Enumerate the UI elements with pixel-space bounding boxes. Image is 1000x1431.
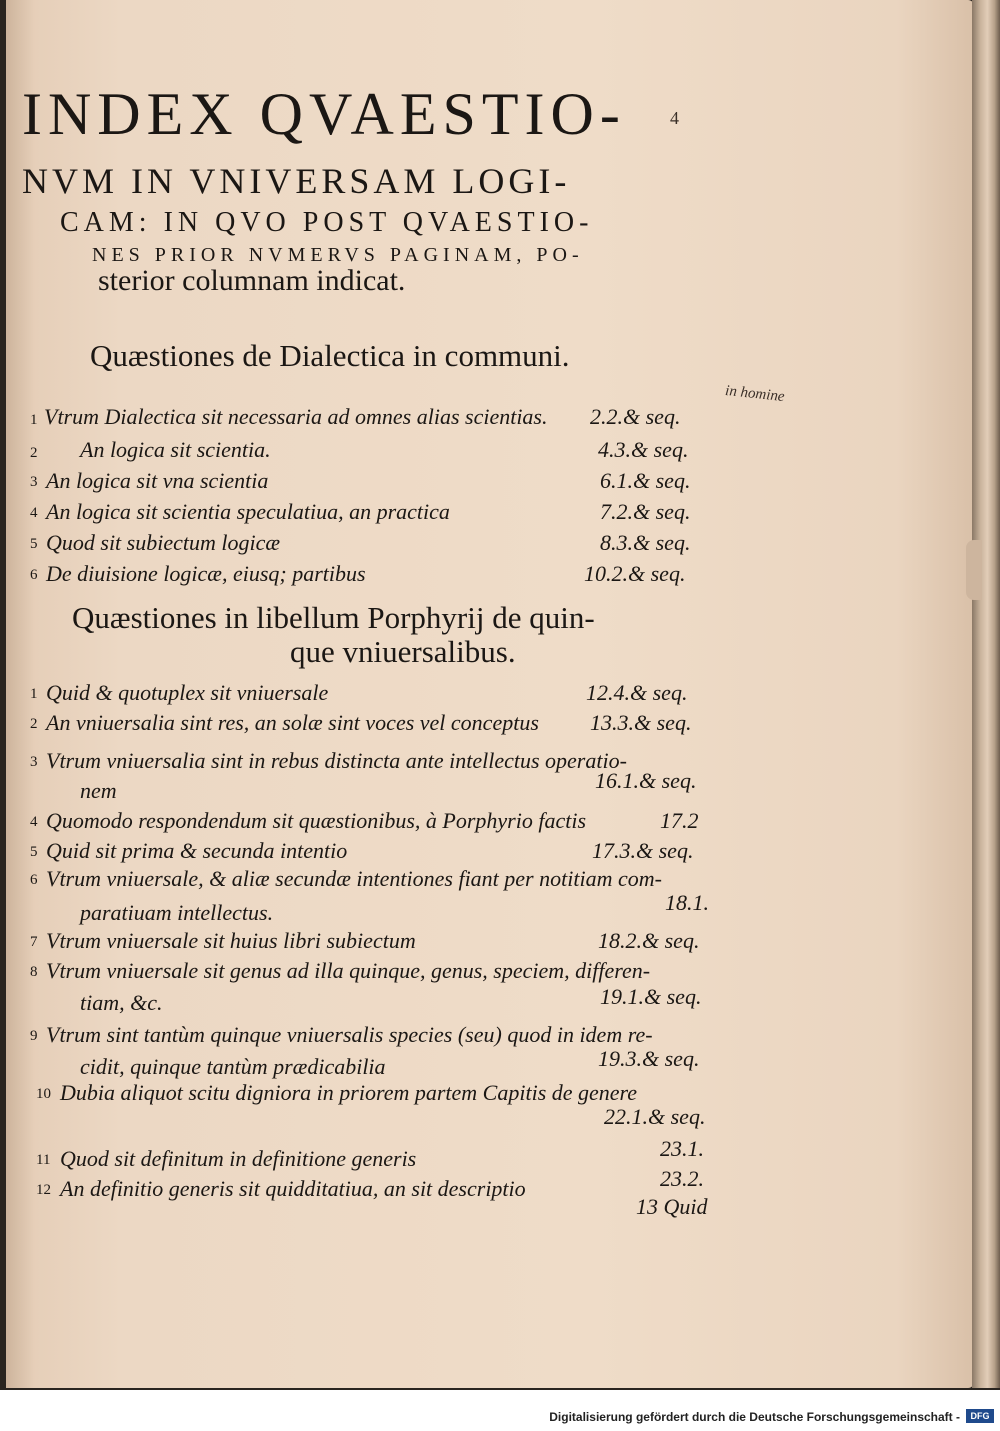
item-number: 6	[30, 872, 38, 888]
handwritten-margin-note: in homine	[724, 382, 786, 406]
item-number: 5	[30, 536, 38, 552]
page-edge	[972, 0, 1000, 1388]
item-number: 2	[30, 716, 38, 732]
item-text: An logica sit scientia.	[80, 437, 271, 462]
item-number: 3	[30, 754, 38, 770]
item-number: 1	[30, 686, 38, 702]
item-number: 9	[30, 1028, 38, 1044]
item-number: 4	[30, 814, 38, 830]
item-number: 12	[36, 1182, 51, 1198]
item-reference: 19.1.& seq.	[600, 984, 702, 1009]
item-reference: 23.1.	[660, 1136, 704, 1161]
item-text: Vtrum vniuersale, & aliæ secundæ intentiones fiant per notitiam com-	[46, 866, 662, 891]
section2-heading-line-2: que vniuersalibus.	[290, 634, 516, 669]
item-text: Vtrum vniuersale sit genus ad illa quinque, genus, speciem, differen-	[46, 958, 651, 983]
section1-heading: Quæstiones de Dialectica in communi.	[90, 338, 570, 373]
item-reference: 18.2.& seq.	[598, 928, 700, 953]
item-number: 2	[30, 445, 38, 461]
item-reference: 13.3.& seq.	[590, 710, 692, 735]
item-reference: 17.3.& seq.	[592, 838, 694, 863]
title-line-3: CAM: IN QVO POST QVAESTIO-	[60, 207, 594, 238]
item-text: Vtrum Dialectica sit necessaria ad omnes alias scientias.	[44, 404, 548, 429]
item-text: Quod sit subiectum logicæ	[46, 530, 281, 555]
item-text: Dubia aliquot scitu digniora in priorem partem Capitis de genere	[60, 1080, 638, 1105]
item-text-continued: tiam, &c.	[80, 990, 163, 1015]
title-line-5: sterior columnam indicat.	[98, 264, 406, 297]
item-number: 1	[30, 412, 38, 428]
item-number: 5	[30, 844, 38, 860]
item-reference: 12.4.& seq.	[586, 680, 688, 705]
item-reference: 22.1.& seq.	[604, 1104, 706, 1129]
footer-bar	[0, 1390, 1000, 1431]
item-text: An logica sit scientia speculatiua, an practica	[46, 499, 450, 524]
item-text-continued: nem	[80, 778, 117, 803]
item-number: 3	[30, 474, 38, 490]
item-reference: 16.1.& seq.	[595, 768, 697, 793]
item-text: An logica sit vna scientia	[46, 468, 269, 493]
item-reference: 19.3.& seq.	[598, 1046, 700, 1071]
catchword: 13 Quid	[636, 1194, 708, 1219]
item-text-continued: paratiuam intellectus.	[80, 900, 274, 925]
item-number: 4	[30, 505, 38, 521]
item-number: 10	[36, 1086, 51, 1102]
title-line-2: NVM IN VNIVERSAM LOGI-	[22, 161, 571, 201]
item-text: Quid sit prima & secunda intentio	[46, 838, 348, 863]
item-text-continued: cidit, quinque tantùm prædicabilia	[80, 1054, 386, 1079]
item-text: Quid & quotuplex sit vniuersale	[46, 680, 329, 705]
title-line-4: NES PRIOR NVMERVS PAGINAM, PO-	[92, 244, 584, 266]
item-number: 8	[30, 964, 38, 980]
item-reference: 7.2.& seq.	[600, 499, 691, 524]
item-number: 7	[30, 934, 38, 950]
item-text: An vniuersalia sint res, an solæ sint voces vel conceptus	[46, 710, 539, 735]
item-reference: 4.3.& seq.	[598, 437, 689, 462]
item-reference: 23.2.	[660, 1166, 704, 1191]
dfg-logo-icon: DFG	[966, 1409, 994, 1423]
section2-heading-line-1: Quæstiones in libellum Porphyrij de quin-	[72, 600, 595, 635]
item-text: An definitio generis sit quidditatiua, an sit descriptio	[60, 1176, 526, 1201]
item-text: Quomodo respondendum sit quæstionibus, à Porphyrio factis	[46, 808, 587, 833]
title-handwritten-mark: 4	[670, 108, 679, 128]
item-reference: 2.2.& seq.	[590, 404, 681, 429]
item-text: Quod sit definitum in definitione generis	[60, 1146, 417, 1171]
page-tab	[966, 540, 982, 600]
item-number: 6	[30, 567, 38, 583]
item-text: Vtrum vniuersalia sint in rebus distincta ante intellectus operatio-	[46, 748, 627, 773]
item-reference: 8.3.& seq.	[600, 530, 691, 555]
item-text: Vtrum sint tantùm quinque vniuersalis species (seu) quod in idem re-	[46, 1022, 653, 1047]
item-reference: 18.1.	[665, 890, 709, 915]
item-text: Vtrum vniuersale sit huius libri subiectum	[46, 928, 416, 953]
item-reference: 10.2.& seq.	[584, 561, 686, 586]
item-reference: 17.2	[660, 808, 699, 833]
funding-notice: Digitalisierung gefördert durch die Deutsche Forschungsgemeinschaft -	[549, 1410, 960, 1424]
item-number: 11	[36, 1152, 51, 1168]
item-reference: 6.1.& seq.	[600, 468, 691, 493]
item-text: De diuisione logicæ, eiusq; partibus	[46, 561, 366, 586]
title-line-1: INDEX QVAESTIO-	[22, 81, 626, 147]
